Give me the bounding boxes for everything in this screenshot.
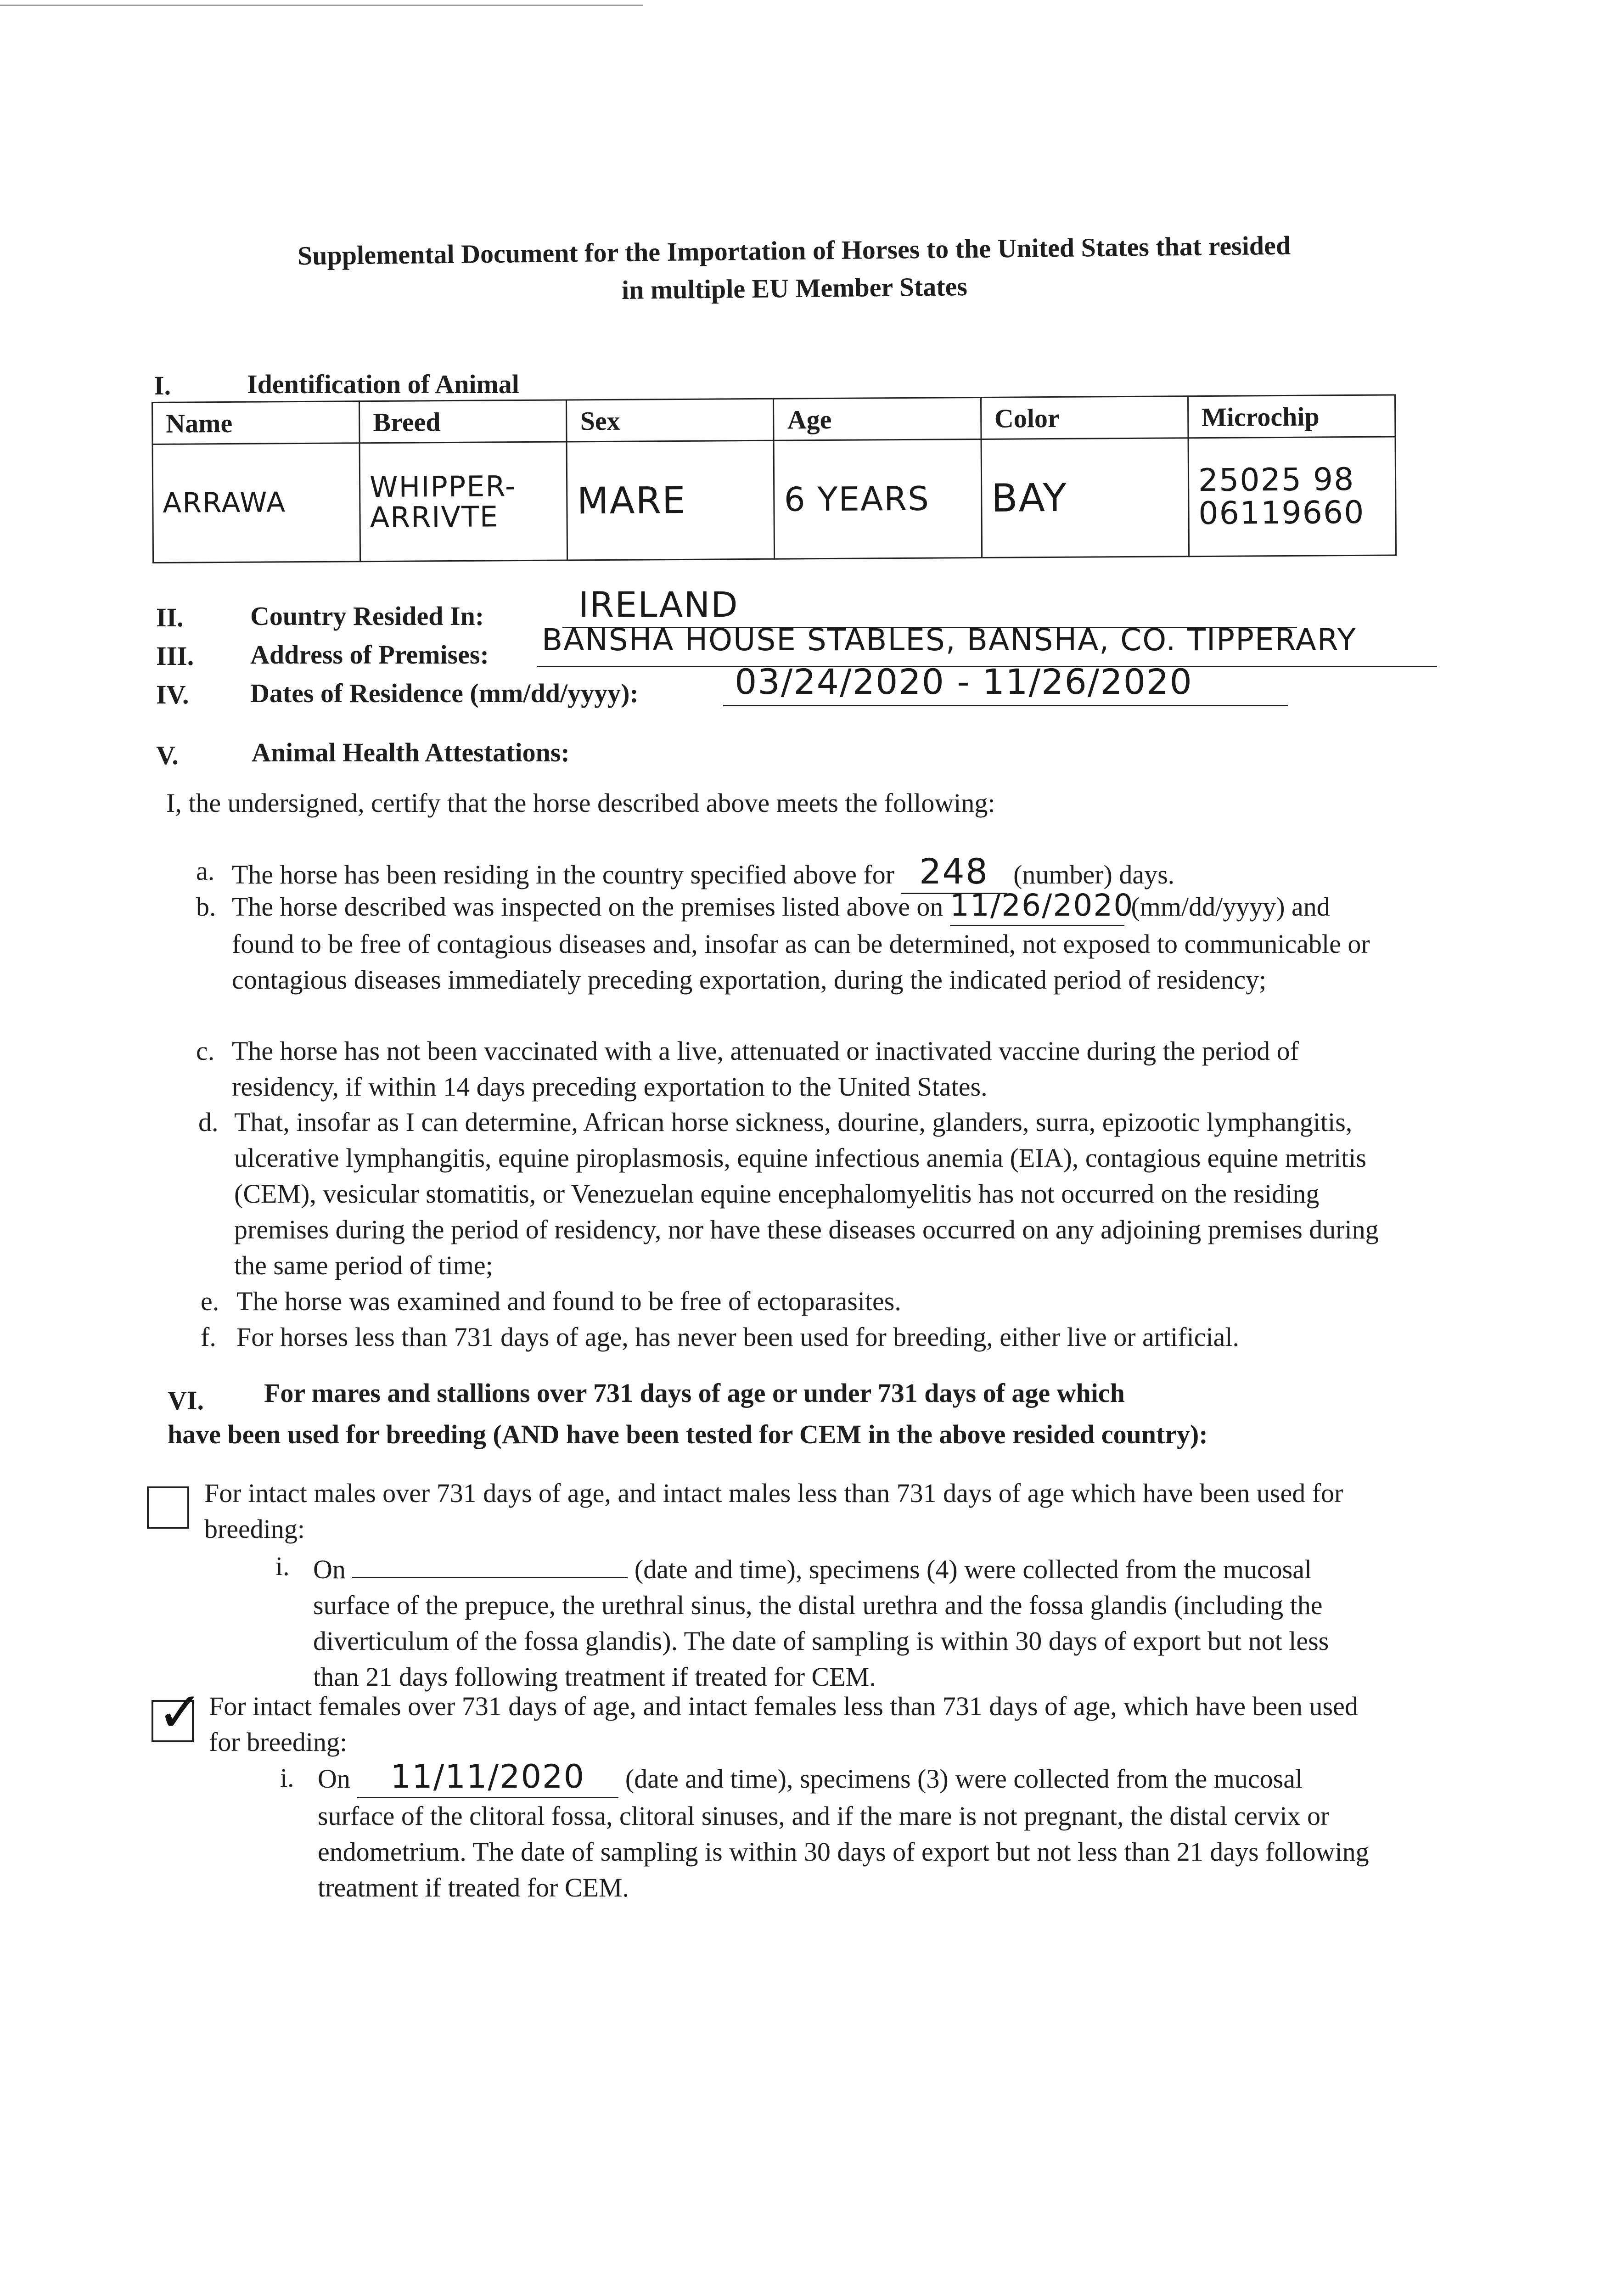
age-value: 6 YEARS: [784, 479, 930, 519]
attestation-b-text: The horse described was inspected on the premises listed above on: [232, 892, 943, 922]
table-row: [152, 437, 1396, 563]
section-6-number: VI.: [168, 1385, 204, 1415]
inspection-date-value: 11/26/2020: [949, 888, 1134, 923]
column-header-color: Color: [981, 396, 1188, 439]
females-date-value: 11/11/2020: [390, 1758, 585, 1795]
section-1-number: I.: [154, 371, 171, 400]
microchip-cell[interactable]: [1188, 437, 1396, 557]
females-item: [318, 1760, 1374, 1906]
attestation-a: [196, 851, 1380, 894]
attestation-b: [196, 888, 1380, 998]
color-value: BAY: [991, 475, 1068, 521]
color-cell[interactable]: [981, 438, 1189, 558]
attestation-f-letter: f.: [201, 1322, 216, 1352]
dates-underline: [723, 705, 1288, 706]
document-title: Supplemental Document for the Importation of Horses to the United States that resided in multiple EU Member States: [297, 230, 1291, 305]
females-text: For intact females over 731 days of age, and intact females less than 731 days of age, which have been used for breeding:: [209, 1691, 1358, 1757]
column-header-name: Name: [152, 401, 360, 445]
attestation-a-letter: a.: [196, 856, 215, 886]
females-date-blank[interactable]: [357, 1760, 618, 1798]
attestation-a-suffix: (number) days.: [1013, 860, 1175, 889]
females-on-label: On: [318, 1764, 350, 1794]
attestation-e: [201, 1283, 1384, 1319]
name-cell[interactable]: [152, 443, 360, 563]
inspection-date-blank[interactable]: [949, 888, 1134, 926]
breed-value-line2: ARRIVTE: [370, 499, 499, 534]
attestation-d-text: That, insofar as I can determine, African horse sickness, dourine, glanders, surra, epizootic lymphangitis, ulcerative lymphangitis, equine piroplasmosis, equine infectious anemia (EIA), contagious equine metritis (CEM), vesicular stomatitis, or Venezuelan equine encephalomyelitis has not occurred on the residing premises during the period of residency, nor have these diseases occurred on any adjoining premises during the same period of time;: [234, 1107, 1379, 1280]
dates-label: Dates of Residence (mm/dd/yyyy):: [250, 678, 639, 708]
section-2-number: II.: [156, 602, 184, 632]
section-4-number: IV.: [156, 680, 189, 709]
address-label: Address of Premises:: [250, 640, 489, 670]
males-checkbox[interactable]: [147, 1486, 189, 1529]
table-header-row: [152, 395, 1396, 445]
section-5-heading: Animal Health Attestations:: [252, 737, 570, 767]
dates-value[interactable]: 03/24/2020 - 11/26/2020: [735, 661, 1193, 702]
attestation-intro: I, the undersigned, certify that the horse described above meets the following:: [166, 788, 995, 818]
section-6-heading-line1: For mares and stallions over 731 days of age or under 731 days of age which: [264, 1378, 1125, 1408]
age-cell[interactable]: [774, 439, 982, 559]
column-header-age: Age: [774, 397, 981, 440]
males-item-number: i.: [275, 1551, 290, 1581]
females-item-number: i.: [280, 1763, 294, 1793]
address-value[interactable]: BANSHA HOUSE STABLES, BANSHA, CO. TIPPERARY: [542, 622, 1357, 658]
attestation-a-text: The horse has been residing in the country specified above for: [232, 860, 895, 889]
country-label: Country Resided In:: [250, 601, 484, 631]
attestation-e-text: The horse was examined and found to be free of ectoparasites.: [236, 1286, 901, 1316]
attestation-c-text: The horse has not been vaccinated with a live, attenuated or inactivated vaccine during the period of residency, if within 14 days preceding exportation to the United States.: [232, 1036, 1299, 1102]
section-3-number: III.: [156, 641, 194, 671]
males-date-blank[interactable]: [352, 1548, 628, 1578]
males-text: For intact males over 731 days of age, and intact males less than 731 days of age which have been used for breeding:: [204, 1478, 1343, 1544]
breed-value-line1: WHIPPER-: [370, 469, 517, 504]
attestation-e-letter: e.: [201, 1286, 219, 1316]
microchip-value-line1: 25025 98: [1198, 461, 1355, 499]
section-1-heading: Identification of Animal: [247, 369, 519, 399]
country-value[interactable]: IRELAND: [578, 584, 739, 625]
attestation-f-text: For horses less than 731 days of age, has never been used for breeding, either live or artificial.: [236, 1322, 1239, 1352]
microchip-value-line2: 06119660: [1198, 494, 1365, 532]
animal-identification-table: [152, 394, 1397, 563]
attestation-c-letter: c.: [196, 1036, 215, 1066]
males-item-text: (date and time), specimens (4) were collected from the mucosal surface of the prepuce, the urethral sinus, the distal urethra and the fossa glandis (including the diverticulum of the fossa glandis). The date of sampling is within 30 days of export but not less than 21 days following treatment if treated for CEM.: [313, 1554, 1329, 1692]
males-on-label: On: [313, 1554, 346, 1584]
attestation-c: [196, 1033, 1380, 1105]
top-edge-rule: [0, 5, 643, 6]
sex-cell[interactable]: [567, 440, 775, 560]
females-check-mark: ✓: [157, 1681, 203, 1745]
days-value: 248: [919, 851, 989, 892]
animal-name-value: ARRAWA: [163, 486, 286, 519]
attestation-d: [198, 1104, 1382, 1283]
attestation-b-letter: b.: [196, 892, 216, 922]
attestation-d-letter: d.: [198, 1107, 219, 1137]
attestation-b-suffix: (mm/dd/yyyy) and found to be free of contagious diseases and, insofar as can be determined, not exposed to communicable or contagious diseases immediately preceding exportation, during the indicated period of residency;: [232, 892, 1370, 995]
sex-value: MARE: [577, 478, 686, 522]
breed-cell[interactable]: [359, 442, 567, 562]
section-6-heading-line2: have been used for breeding (AND have been tested for CEM in the above resided country):: [168, 1419, 1208, 1449]
attestation-f: [201, 1319, 1430, 1355]
section-5-number: V.: [156, 740, 179, 770]
column-header-microchip: Microchip: [1188, 395, 1395, 438]
column-header-sex: Sex: [567, 399, 774, 442]
males-item: [313, 1548, 1369, 1695]
females-item-text: (date and time), specimens (3) were collected from the mucosal surface of the clitoral fossa, clitoral sinuses, and if the mare is not pregnant, the distal cervix or endometrium. The date of sampling is within 30 days of export but not less than 21 days following treatment if treated for CEM.: [318, 1764, 1369, 1902]
column-header-breed: Breed: [359, 400, 567, 443]
